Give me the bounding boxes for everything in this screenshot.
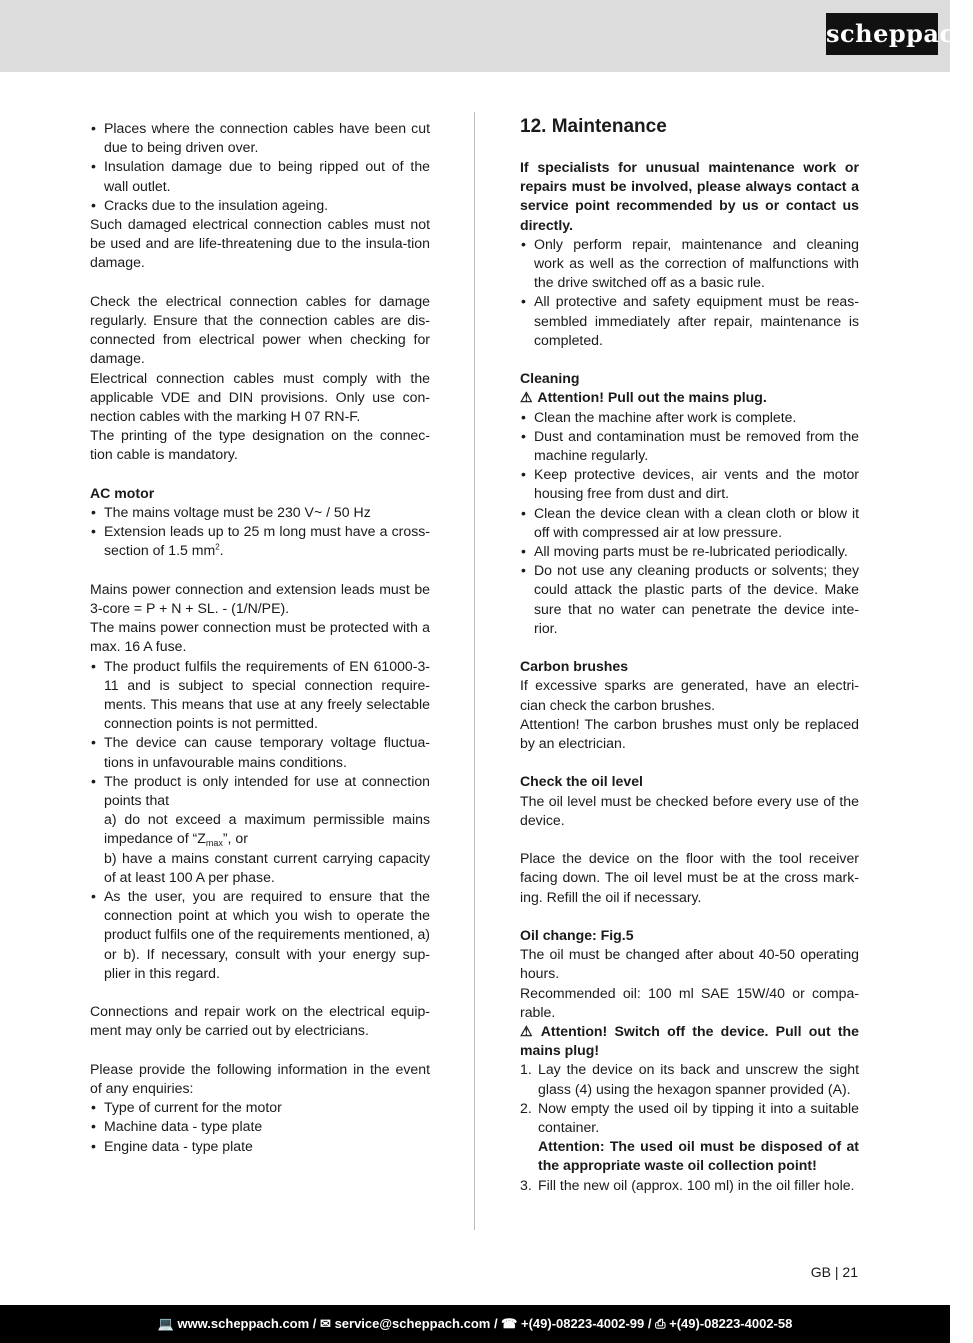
brand-logo: scheppach: [826, 13, 938, 55]
list-item: • The device can cause temporary voltage fluctua-tions in unfavourable mains conditions.: [90, 733, 430, 771]
paragraph: Mains power connection and extension leads must be 3-core = P + N + SL. - (1/N/PE).: [90, 580, 430, 617]
bullet-list-cleaning: [520, 408, 859, 638]
section-heading-carbon: Carbon brushes: [520, 658, 629, 675]
paragraph: The oil must be changed after about 40-50 operating hours.: [520, 946, 859, 982]
warning-icon: ⚠: [520, 1023, 533, 1040]
page-footer: 💻 www.scheppach.com / ✉ service@scheppach.com / ☎ +(49)-08223-4002-99 / ⎙ +(49)-08223-4002-58: [0, 1305, 950, 1343]
paragraph: Electrical connection cables must comply with the applicable VDE and DIN provisions. Only use con-nection cables with the marking H 07 RN-F.: [90, 369, 430, 425]
step-item: 3. Fill the new oil (approx. 100 ml) in the oil filler hole.: [520, 1176, 855, 1193]
bullet-list-ac: [90, 503, 430, 561]
list-item: • Engine data - type plate: [90, 1137, 430, 1156]
right-column: [520, 116, 859, 1195]
paragraph: Please provide the following information in the event of any enquiries:: [90, 1060, 430, 1097]
left-column: [90, 119, 430, 1156]
list-item: • Clean the device clean with a clean cloth or blow it off with compressed air at low pressure.: [520, 504, 859, 542]
phone-icon: ☎: [501, 1316, 518, 1331]
website-link[interactable]: www.scheppach.com: [177, 1316, 310, 1331]
computer-icon: 💻: [157, 1316, 174, 1331]
list-item: • The product fulfils the requirements of EN 61000-3-11 and is subject to special connection require-ments. This means that use at any freely selectable connection points is not permitted.: [90, 657, 430, 734]
section-heading-ac-motor: AC motor: [90, 484, 155, 501]
list-item: • Clean the machine after work is complete.: [520, 408, 859, 427]
paragraph: Place the device on the floor with the tool receiver facing down. The oil level must be at the cross mark-ing. Refill the oil if necessary.: [520, 850, 859, 905]
paragraph: Check the electrical connection cables for damage regularly. Ensure that the connection cables are dis-connected from electrical power when checking for damage.: [90, 292, 430, 367]
bullet-list-damage: [90, 119, 430, 215]
paragraph: Attention! The carbon brushes must only be replaced by an electrician.: [520, 715, 859, 752]
list-item: • Dust and contamination must be removed from the machine regularly.: [520, 427, 859, 465]
page-number: GB | 21: [810, 1264, 858, 1280]
paragraph: The printing of the type designation on the connec-tion cable is mandatory.: [90, 427, 430, 463]
fax-icon: ⎙: [655, 1316, 666, 1331]
list-item: • The product is only intended for use at connection points that a) do not exceed a maximum permissible mains impedance of “$Z_{max}$”, or b) have a mains constant current carrying capacity of at least 100 A per phase.: [90, 772, 430, 887]
email-icon: ✉: [320, 1316, 331, 1331]
step-item: 2. Now empty the used oil by tipping it into a suitable container. Attention: The used oil must be disposed of at the appropriate waste oil collection point!: [520, 1099, 859, 1174]
step-item: 1. Lay the device on its back and unscrew the sight glass (4) using the hexagon spanner provided (A).: [520, 1061, 859, 1097]
section-heading-oil-level: Check the oil level: [520, 773, 643, 790]
list-item: • Type of current for the motor: [90, 1098, 430, 1117]
intro-paragraph: If specialists for unusual maintenance work or repairs must be involved, please always contact a service point recommended by us or contact us directly.: [520, 159, 859, 233]
bullet-list-maintenance: [520, 235, 859, 350]
page-header: [0, 0, 973, 72]
list-item: • Keep protective devices, air vents and the motor housing free from dust and dirt.: [520, 465, 859, 503]
page-title: 12. Maintenance: [520, 116, 667, 137]
section-heading-cleaning: Cleaning: [520, 370, 580, 387]
list-item: • Cracks due to the insulation ageing.: [90, 196, 430, 215]
paragraph: Connections and repair work on the electrical equip-ment may only be carried out by electricians.: [90, 1003, 430, 1039]
list-item: • Extension leads up to 25 m long must have a cross-section of 1.5 $mm^2$.: [90, 522, 430, 560]
list-item: • Places where the connection cables have been cut due to being driven over.: [90, 119, 430, 157]
bullet-list-enquiries: [90, 1098, 430, 1156]
list-item: • The mains voltage must be 230 V~ / 50 Hz: [90, 503, 430, 522]
list-item: • Insulation damage due to being ripped out of the wall outlet.: [90, 157, 430, 195]
warning-icon: ⚠: [520, 389, 533, 406]
list-item: • All protective and safety equipment must be reas-sembled immediately after repair, maintenance is completed.: [520, 292, 859, 350]
list-item: • Only perform repair, maintenance and cleaning work as well as the correction of malfunctions with the drive switched off as a basic rule.: [520, 235, 859, 293]
paragraph: The mains power connection must be protected with a max. 16 A fuse.: [90, 619, 430, 655]
fax-number: +(49)-08223-4002-58: [669, 1316, 793, 1331]
phone-number: +(49)-08223-4002-99: [521, 1316, 645, 1331]
column-divider: [474, 112, 475, 1230]
section-heading-oil-change: Oil change: Fig.5: [520, 927, 634, 944]
warning-line: ⚠ Attention! Pull out the mains plug.: [520, 388, 859, 407]
list-item: • As the user, you are required to ensure that the connection point at which you wish to operate the product fulfils one of the requirements mentioned, a) or b). If necessary, consult with your energy sup-plier in this regard.: [90, 887, 430, 983]
paragraph: The oil level must be checked before every use of the device.: [520, 792, 859, 828]
paragraph: If excessive sparks are generated, have an electri-cian check the carbon brushes.: [520, 677, 859, 713]
paragraph: Recommended oil: 100 ml SAE 15W/40 or compa-rable.: [520, 984, 859, 1020]
list-item: • All moving parts must be re-lubricated periodically.: [520, 542, 859, 561]
numbered-steps: [520, 1060, 859, 1194]
bullet-list-requirements: [90, 657, 430, 983]
list-item: • Machine data - type plate: [90, 1117, 430, 1136]
warning-line: ⚠ Attention! Switch off the device. Pull out the mains plug!: [520, 1023, 859, 1059]
paragraph: Such damaged electrical connection cables must not be used and are life-threatening due to the insula-tion damage.: [90, 216, 430, 271]
email-link[interactable]: service@scheppach.com: [334, 1316, 491, 1331]
list-item: • Do not use any cleaning products or solvents; they could attack the plastic parts of the device. Make sure that no water can penetrate the device inte-rior.: [520, 561, 859, 638]
